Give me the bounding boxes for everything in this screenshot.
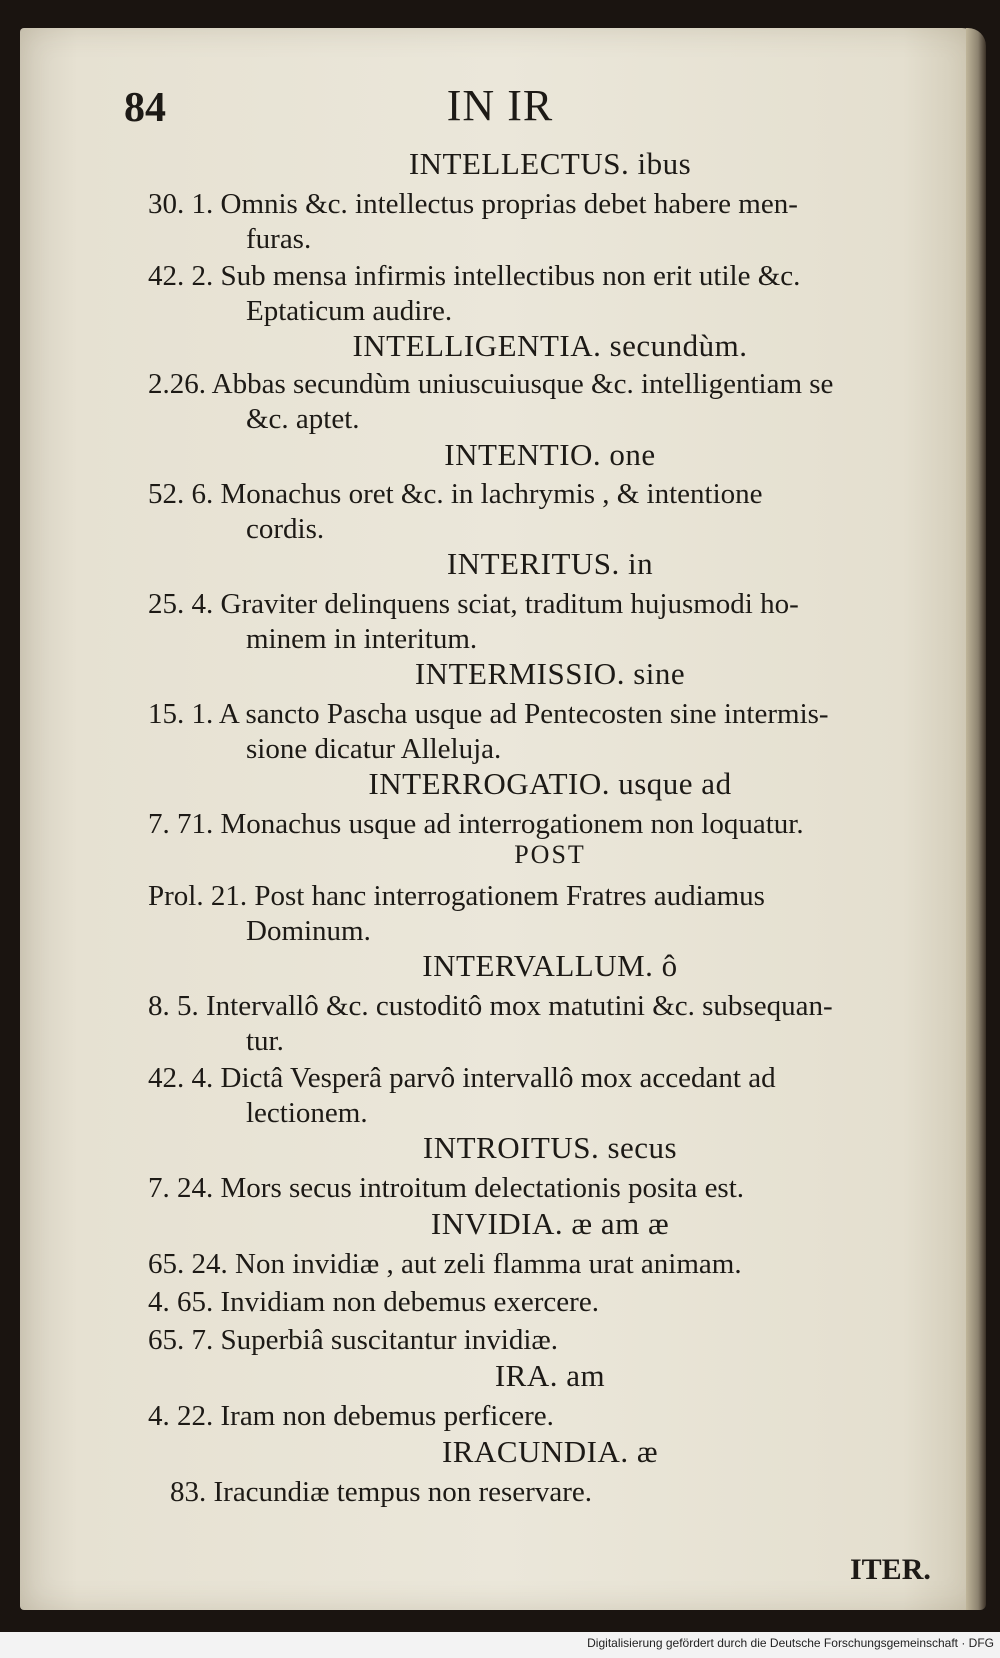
entry-continuation: cordis. [246,513,325,545]
heading-intervallum: INTERVALLUM. ô [422,948,678,983]
page-content [20,28,980,1610]
heading-ira: IRA. am [494,1358,606,1393]
subheading-post: POST [514,840,586,869]
heading-interitus: INTERITUS. in [446,546,654,581]
page-number: 84 [124,85,166,131]
heading-invidia: INVIDIA. æ am æ [430,1206,670,1241]
index-entry: 8. 5. Intervallô &c. custoditô mox matutini &c. subsequan- [148,990,833,1022]
index-entry: 4. 22. Iram non debemus perficere. [148,1400,554,1432]
index-entry: 83. Iracundiæ tempus non reservare. [170,1476,592,1508]
index-entry: 7. 71. Monachus usque ad interrogationem non loquatur. [148,808,804,840]
footer-text: Digitalisierung gefördert durch die Deutsche Forschungsgemeinschaft · DFG [587,1636,994,1650]
index-entry: 25. 4. Graviter delinquens sciat, traditum hujusmodi ho- [148,588,799,620]
index-entry: 42. 2. Sub mensa infirmis intellectibus non erit utile &c. [148,260,801,292]
running-head: IN IR [446,81,554,130]
index-entry: 52. 6. Monachus oret &c. in lachrymis , & intentione [148,478,763,510]
entry-continuation: tur. [246,1025,284,1057]
heading-intellectus: INTELLECTUS. ibus [408,146,692,181]
entry-continuation: &c. aptet. [246,403,360,435]
index-entry: 65. 24. Non invidiæ , aut zeli flamma urat animam. [148,1248,742,1280]
index-entry: 7. 24. Mors secus introitum delectationis posita est. [148,1172,745,1204]
index-entry: 4. 65. Invidiam non debemus exercere. [148,1286,599,1318]
heading-intentio: INTENTIO. one [444,437,656,472]
index-entry: 65. 7. Superbiâ suscitantur invidiæ. [148,1324,558,1356]
heading-intermissio: INTERMISSIO. sine [414,656,686,691]
heading-iracundia: IRACUNDIA. æ [441,1434,659,1469]
index-entry: 15. 1. A sancto Pascha usque ad Pentecosten sine intermis- [148,698,829,730]
entry-continuation: furas. [246,223,312,255]
index-entry: 2.26. Abbas secundùm uniuscuiusque &c. intelligentiam se [148,368,834,400]
entry-continuation: Dominum. [246,915,371,947]
heading-intelligentia: INTELLIGENTIA. secundùm. [352,328,748,363]
entry-continuation: sione dicatur Alleluja. [246,733,502,765]
entry-continuation: lectionem. [246,1097,368,1129]
book-page [20,28,980,1610]
index-entry: 30. 1. Omnis &c. intellectus proprias debet habere men- [148,188,798,220]
heading-interrogatio: INTERROGATIO. usque ad [368,766,732,801]
entry-continuation: minem in interitum. [246,623,478,655]
entry-continuation: Eptaticum audire. [246,295,453,327]
heading-introitus: INTROITUS. secus [422,1130,678,1165]
catchword: ITER. [850,1553,931,1586]
index-entry: 42. 4. Dictâ Vesperâ parvô intervallô mox accedant ad [148,1062,776,1094]
digitization-footer [0,1632,1000,1658]
index-entry: Prol. 21. Post hanc interrogationem Fratres audiamus [148,880,765,912]
